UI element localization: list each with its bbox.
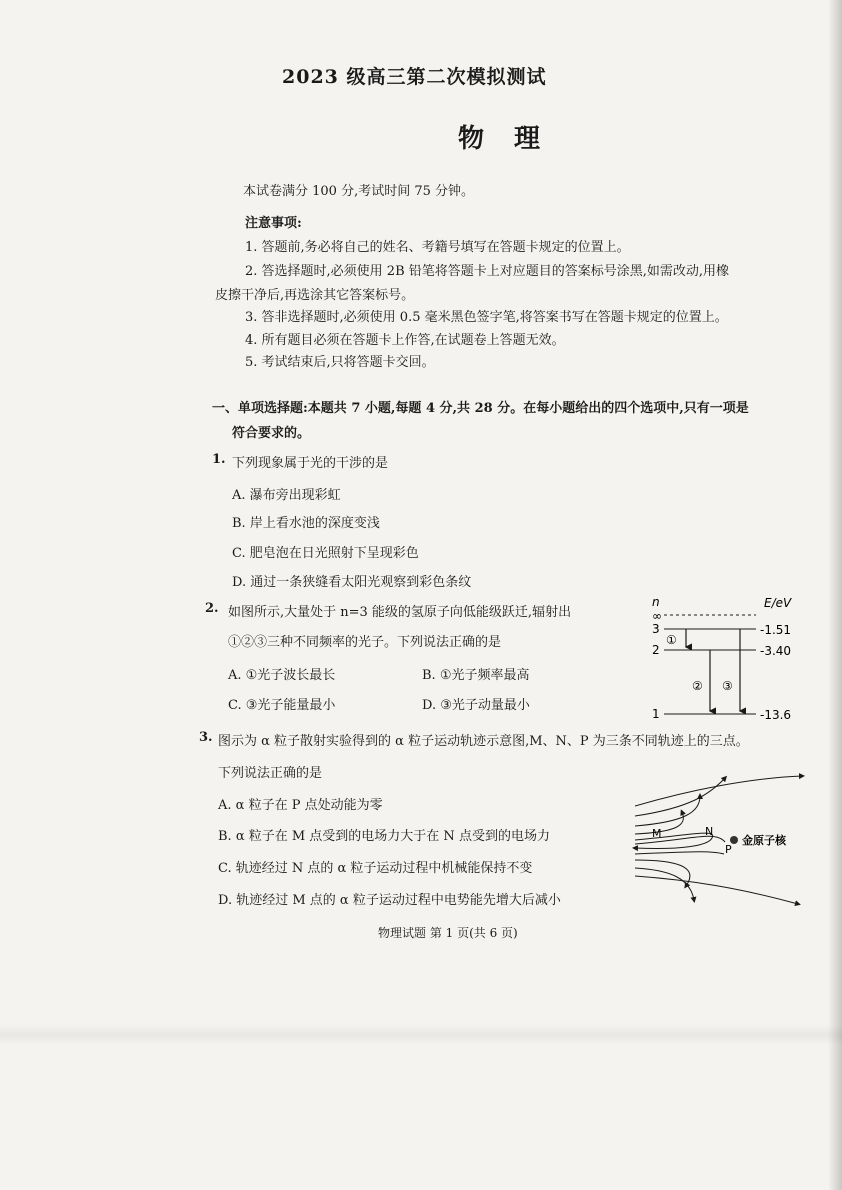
notice-item: 5. 考试结束后,只将答题卡交回。 bbox=[245, 355, 435, 370]
scan-band bbox=[0, 1025, 842, 1045]
axis-label-energy: E/eV bbox=[764, 596, 792, 610]
point-label-p: P bbox=[725, 843, 732, 856]
trajectory-line bbox=[635, 876, 798, 904]
level-energy-label: -3.40 bbox=[760, 644, 792, 658]
question-stem: 如图所示,大量处于 n=3 能级的氢原子向低能级跃迁,辐射出 bbox=[228, 605, 572, 620]
point-label-m: M bbox=[652, 827, 662, 840]
level-energy-label: -13.6 bbox=[760, 708, 792, 722]
trajectory-line bbox=[635, 852, 724, 854]
trajectory-line bbox=[635, 796, 700, 826]
section-heading-continued: 符合要求的。 bbox=[232, 426, 311, 441]
trajectory-line bbox=[635, 833, 713, 848]
option-b: B. 岸上看水池的深度变浅 bbox=[232, 516, 380, 531]
level-n-label: ∞ bbox=[652, 609, 662, 623]
option-d: D. 轨迹经过 M 点的 α 粒子运动过程中电势能先增大后减小 bbox=[218, 893, 561, 908]
page-footer: 物理试题 第 1 页(共 6 页) bbox=[378, 926, 518, 940]
alpha-scattering-diagram bbox=[630, 768, 810, 918]
energy-level-diagram bbox=[640, 594, 820, 724]
option-c: C. 轨迹经过 N 点的 α 粒子运动过程中机械能保持不变 bbox=[218, 861, 533, 876]
notice-item: 2. 答选择题时,必须使用 2B 铅笔将答题卡上对应题目的答案标号涂黑,如需改动,用橡 bbox=[245, 264, 730, 279]
level-n-label: 1 bbox=[652, 707, 660, 721]
transition-label: ① bbox=[666, 633, 677, 647]
trajectory-line bbox=[635, 860, 690, 886]
nucleus-label: 金原子核 bbox=[742, 834, 786, 847]
question-stem-continued: ①②③三种不同频率的光子。下列说法正确的是 bbox=[228, 635, 502, 650]
question-number: 3. bbox=[199, 730, 213, 745]
gold-nucleus-icon bbox=[730, 836, 738, 844]
exam-intro: 本试卷满分 100 分,考试时间 75 分钟。 bbox=[243, 184, 475, 199]
option-d: D. 通过一条狭缝看太阳光观察到彩色条纹 bbox=[232, 575, 472, 590]
point-label-n: N bbox=[705, 825, 714, 838]
transition-label: ③ bbox=[722, 679, 733, 693]
notice-item: 3. 答非选择题时,必须使用 0.5 毫米黑色签字笔,将答案书写在答题卡规定的位置上。 bbox=[245, 310, 728, 325]
option-a: A. 瀑布旁出现彩虹 bbox=[232, 488, 341, 503]
trajectory-line bbox=[635, 868, 694, 900]
section-heading: 一、单项选择题:本题共 7 小题,每题 4 分,共 28 分。在每小题给出的四个选项中,只有一项是 bbox=[212, 401, 749, 416]
level-n-label: 3 bbox=[652, 622, 660, 636]
level-energy-label: -1.51 bbox=[760, 623, 792, 637]
question-number: 1. bbox=[212, 452, 226, 467]
question-stem: 下列现象属于光的干涉的是 bbox=[232, 456, 389, 471]
level-n-label: 2 bbox=[652, 643, 660, 657]
question-stem: 图示为 α 粒子散射实验得到的 α 粒子运动轨迹示意图,M、N、P 为三条不同轨迹上的三点。 bbox=[218, 734, 749, 749]
scan-edge-shadow bbox=[828, 0, 842, 1190]
option-b: B. α 粒子在 M 点受到的电场力大于在 N 点受到的电场力 bbox=[218, 829, 550, 844]
notice-item-continued: 皮擦干净后,再选涂其它答案标号。 bbox=[215, 288, 415, 303]
trajectory-line bbox=[635, 776, 802, 806]
notice-heading: 注意事项: bbox=[245, 216, 302, 231]
option-c: C. 肥皂泡在日光照射下呈现彩色 bbox=[232, 546, 419, 561]
exam-title: 2023 级高三第二次模拟测试 bbox=[282, 66, 547, 88]
option-a: A. ①光子波长最长 bbox=[228, 668, 336, 683]
notice-item: 4. 所有题目必须在答题卡上作答,在试题卷上答题无效。 bbox=[245, 333, 565, 348]
option-b: B. ①光子频率最高 bbox=[422, 668, 530, 683]
trajectory-line bbox=[635, 778, 725, 816]
axis-label-n: n bbox=[652, 595, 660, 609]
notice-item: 1. 答题前,务必将自己的姓名、考籍号填写在答题卡规定的位置上。 bbox=[245, 240, 630, 255]
subject-title: 物理 bbox=[458, 124, 571, 154]
question-number: 2. bbox=[205, 601, 219, 616]
option-c: C. ③光子能量最小 bbox=[228, 698, 336, 713]
option-a: A. α 粒子在 P 点处动能为零 bbox=[218, 798, 383, 813]
option-d: D. ③光子动量最小 bbox=[422, 698, 530, 713]
transition-label: ② bbox=[692, 679, 703, 693]
question-stem-continued: 下列说法正确的是 bbox=[218, 766, 323, 781]
